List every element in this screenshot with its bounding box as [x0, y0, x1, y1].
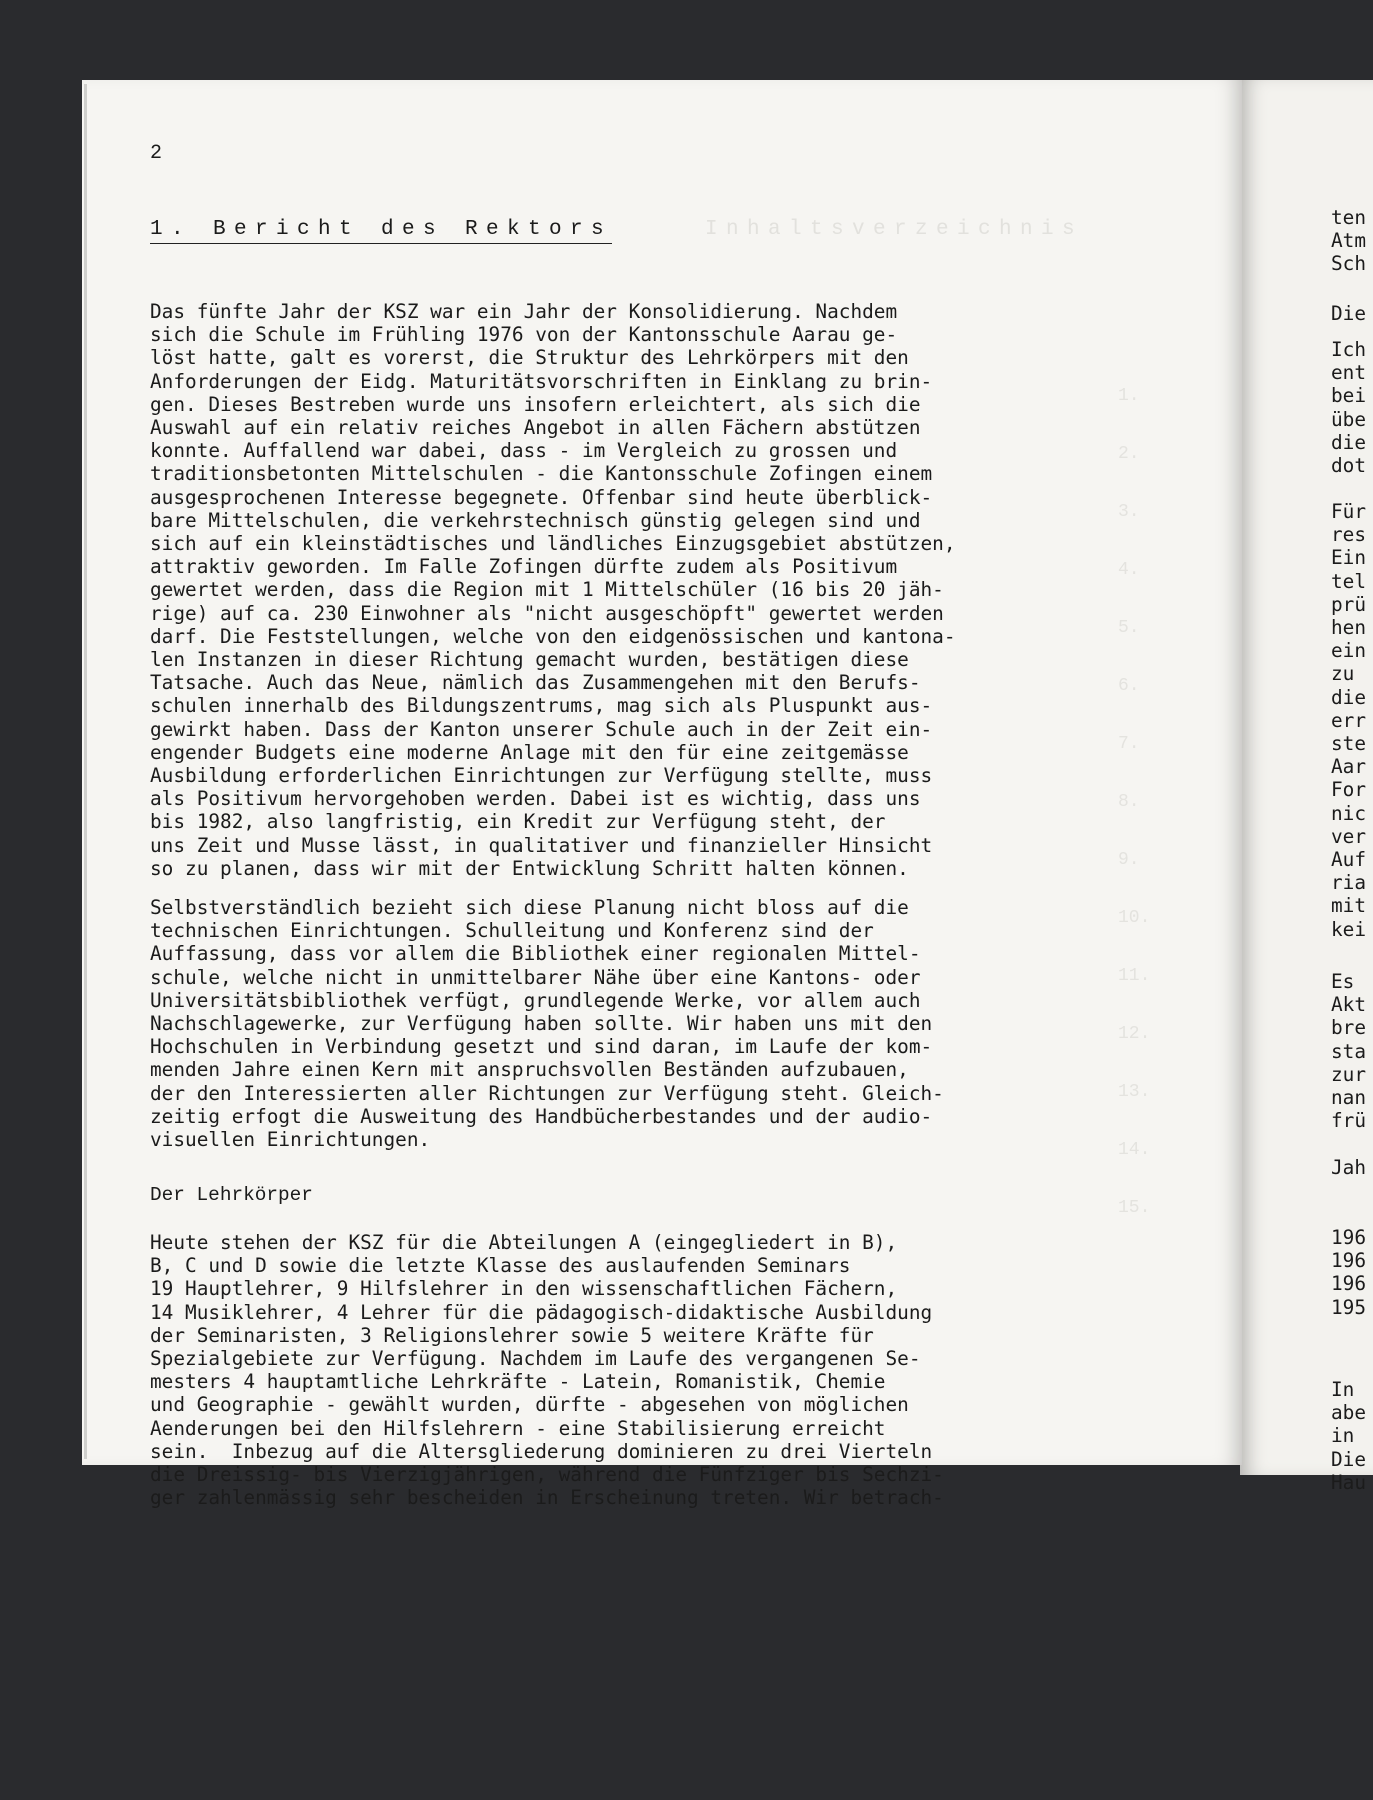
paragraph-lehrkoerper: Heute stehen der KSZ für die Abteilungen A (eingegliedert in B), B, C und D sowie die letzte Klasse des auslaufenden Seminars 19 Hauptlehrer, 9 Hilfslehrer in den wissenschaftlichen Fächern, 14 Musiklehrer, 4 Lehrer für die pädagogisch-didaktische Ausbildung der Seminaristen, 3 Religionslehrer sowie 5 weitere Kräfte für Spezialgebiete zur Verfügung. Nachdem im Laufe des vergangenen Se- mesters 4 hauptamtliche Lehrkräfte - Latein, Romanistik, Chemie und Geographie - gewählt wurden, dürfte - abgesehen von möglichen Aenderungen bei den Hilfslehrern - eine Stabilisierung erreicht sein. Inbezug auf die Altersgliederung dominieren zu drei Vierteln die Dreissig- bis Vierzigjährigen, während die Fünfziger bis Sechzi- ger zahlenmässig sehr bescheiden in Erscheinung treten. Wir betrach-: [150, 1231, 944, 1510]
bleed-through-number: 4.: [1118, 560, 1140, 580]
bleed-through-number: 13.: [1118, 1082, 1151, 1102]
bleed-through-number: 10.: [1118, 908, 1151, 928]
facing-page-fragment: ten Atm Sch: [1331, 206, 1367, 276]
facing-page-fragment: 196 196 196 195: [1331, 1226, 1367, 1319]
page-number: 2: [150, 142, 163, 165]
facing-page-fragment: Ich ent bei übe die dot: [1331, 338, 1367, 478]
bleed-through-heading: Inhaltsverzeichnis: [705, 218, 1084, 241]
section-heading: 1. Bericht des Rektors: [150, 218, 612, 244]
paragraph-planung: Selbstverständlich bezieht sich diese Planung nicht bloss auf die technischen Einrichtungen. Schulleitung und Konferenz sind der Auffassung, dass vor allem die Bibliothek einer regionalen Mittel- schule, welche nicht in unmittelbarer Nähe über eine Kantons- oder Universitätsbibliothek verfügt, grundlegende Werke, vor allem auch Nachschlagewerke, zur Verfügung haben sollte. Wir haben uns mit den Hochschulen in Verbindung gesetzt und sind daran, im Laufe der kom- menden Jahre einen Kern mit anspruchsvollen Beständen aufzubauen, der den Interessierten aller Richtungen zur Verfügung steht. Gleich- zeitig erfogt die Ausweitung des Handbücherbestandes und der audio- visuellen Einrichtungen.: [150, 896, 944, 1152]
paragraph-intro: Das fünfte Jahr der KSZ war ein Jahr der Konsolidierung. Nachdem sich die Schule im Frühling 1976 von der Kantonsschule Aarau ge- löst hatte, galt es vorerst, die Struktur des Lehrkörpers mit den Anforderungen der Eidg. Maturitätsvorschriften in Einklang zu brin- gen. Dieses Bestreben wurde uns insofern erleichtert, als sich die Auswahl auf ein relativ reiches Angebot in allen Fächern abstützen konnte. Auffallend war dabei, dass - im Vergleich zu grossen und traditionsbetonten Mittelschulen - die Kantonsschule Zofingen einem ausgesprochenen Interesse begegnete. Offenbar sind heute überblick- bare Mittelschulen, die verkehrstechnisch günstig gelegen sind und sich auf ein kleinstädtisches und ländliches Einzugsgebiet abstützen, attraktiv geworden. Im Falle Zofingen dürfte zudem als Positivum gewertet werden, dass die Region mit 1 Mittelschüler (16 bis 20 jäh- rige) auf ca. 230 Einwohner als "nicht ausgeschöpft" gewertet werden darf. Die Feststellungen, welche von den eidgenössischen und kantona- len Instanzen in dieser Richtung gemacht wurden, bestätigen diese Tatsache. Auch das Neue, nämlich das Zusammengehen mit den Berufs- schulen innerhalb des Bildungszentrums, mag sich als Pluspunkt aus- gewirkt haben. Dass der Kanton unserer Schule auch in der Zeit ein- engender Budgets eine moderne Anlage mit den für eine zeitgemässe Ausbildung erforderlichen Einrichtungen zur Verfügung stellte, muss als Positivum hervorgehoben werden. Dabei ist es wichtig, dass uns bis 1982, also langfristig, ein Kredit zur Verfügung steht, der uns Zeit und Musse lässt, in qualitativer und finanzieller Hinsicht so zu planen, dass wir mit der Entwicklung Schritt halten können.: [150, 300, 956, 880]
page-edge: [84, 84, 87, 1459]
bleed-through-number: 1.: [1118, 386, 1140, 406]
bleed-through-number: 7.: [1118, 734, 1140, 754]
bleed-through-number: 14.: [1118, 1140, 1151, 1160]
facing-page-fragment: In abe in Die Hau: [1331, 1378, 1367, 1494]
facing-page-fragment: Die: [1331, 302, 1367, 325]
bleed-through-number: 5.: [1118, 618, 1140, 638]
subheading-lehrkoerper: Der Lehrkörper: [150, 1184, 313, 1206]
bleed-through-number: 6.: [1118, 676, 1140, 696]
bleed-through-number: 8.: [1118, 792, 1140, 812]
bleed-through-number: 11.: [1118, 966, 1151, 986]
bleed-through-number: 12.: [1118, 1024, 1151, 1044]
facing-page-fragment: Es Akt bre sta zur nan frü: [1331, 970, 1367, 1133]
bleed-through-number: 2.: [1118, 444, 1140, 464]
bleed-through-number: 3.: [1118, 502, 1140, 522]
facing-page-fragment: Jah: [1331, 1156, 1367, 1179]
facing-page-fragment: Für res Ein tel prü hen ein zu die err ste Aar For nic ver Auf ria mit kei: [1331, 500, 1367, 941]
bleed-through-number: 9.: [1118, 850, 1140, 870]
bleed-through-number: 15.: [1118, 1198, 1151, 1218]
